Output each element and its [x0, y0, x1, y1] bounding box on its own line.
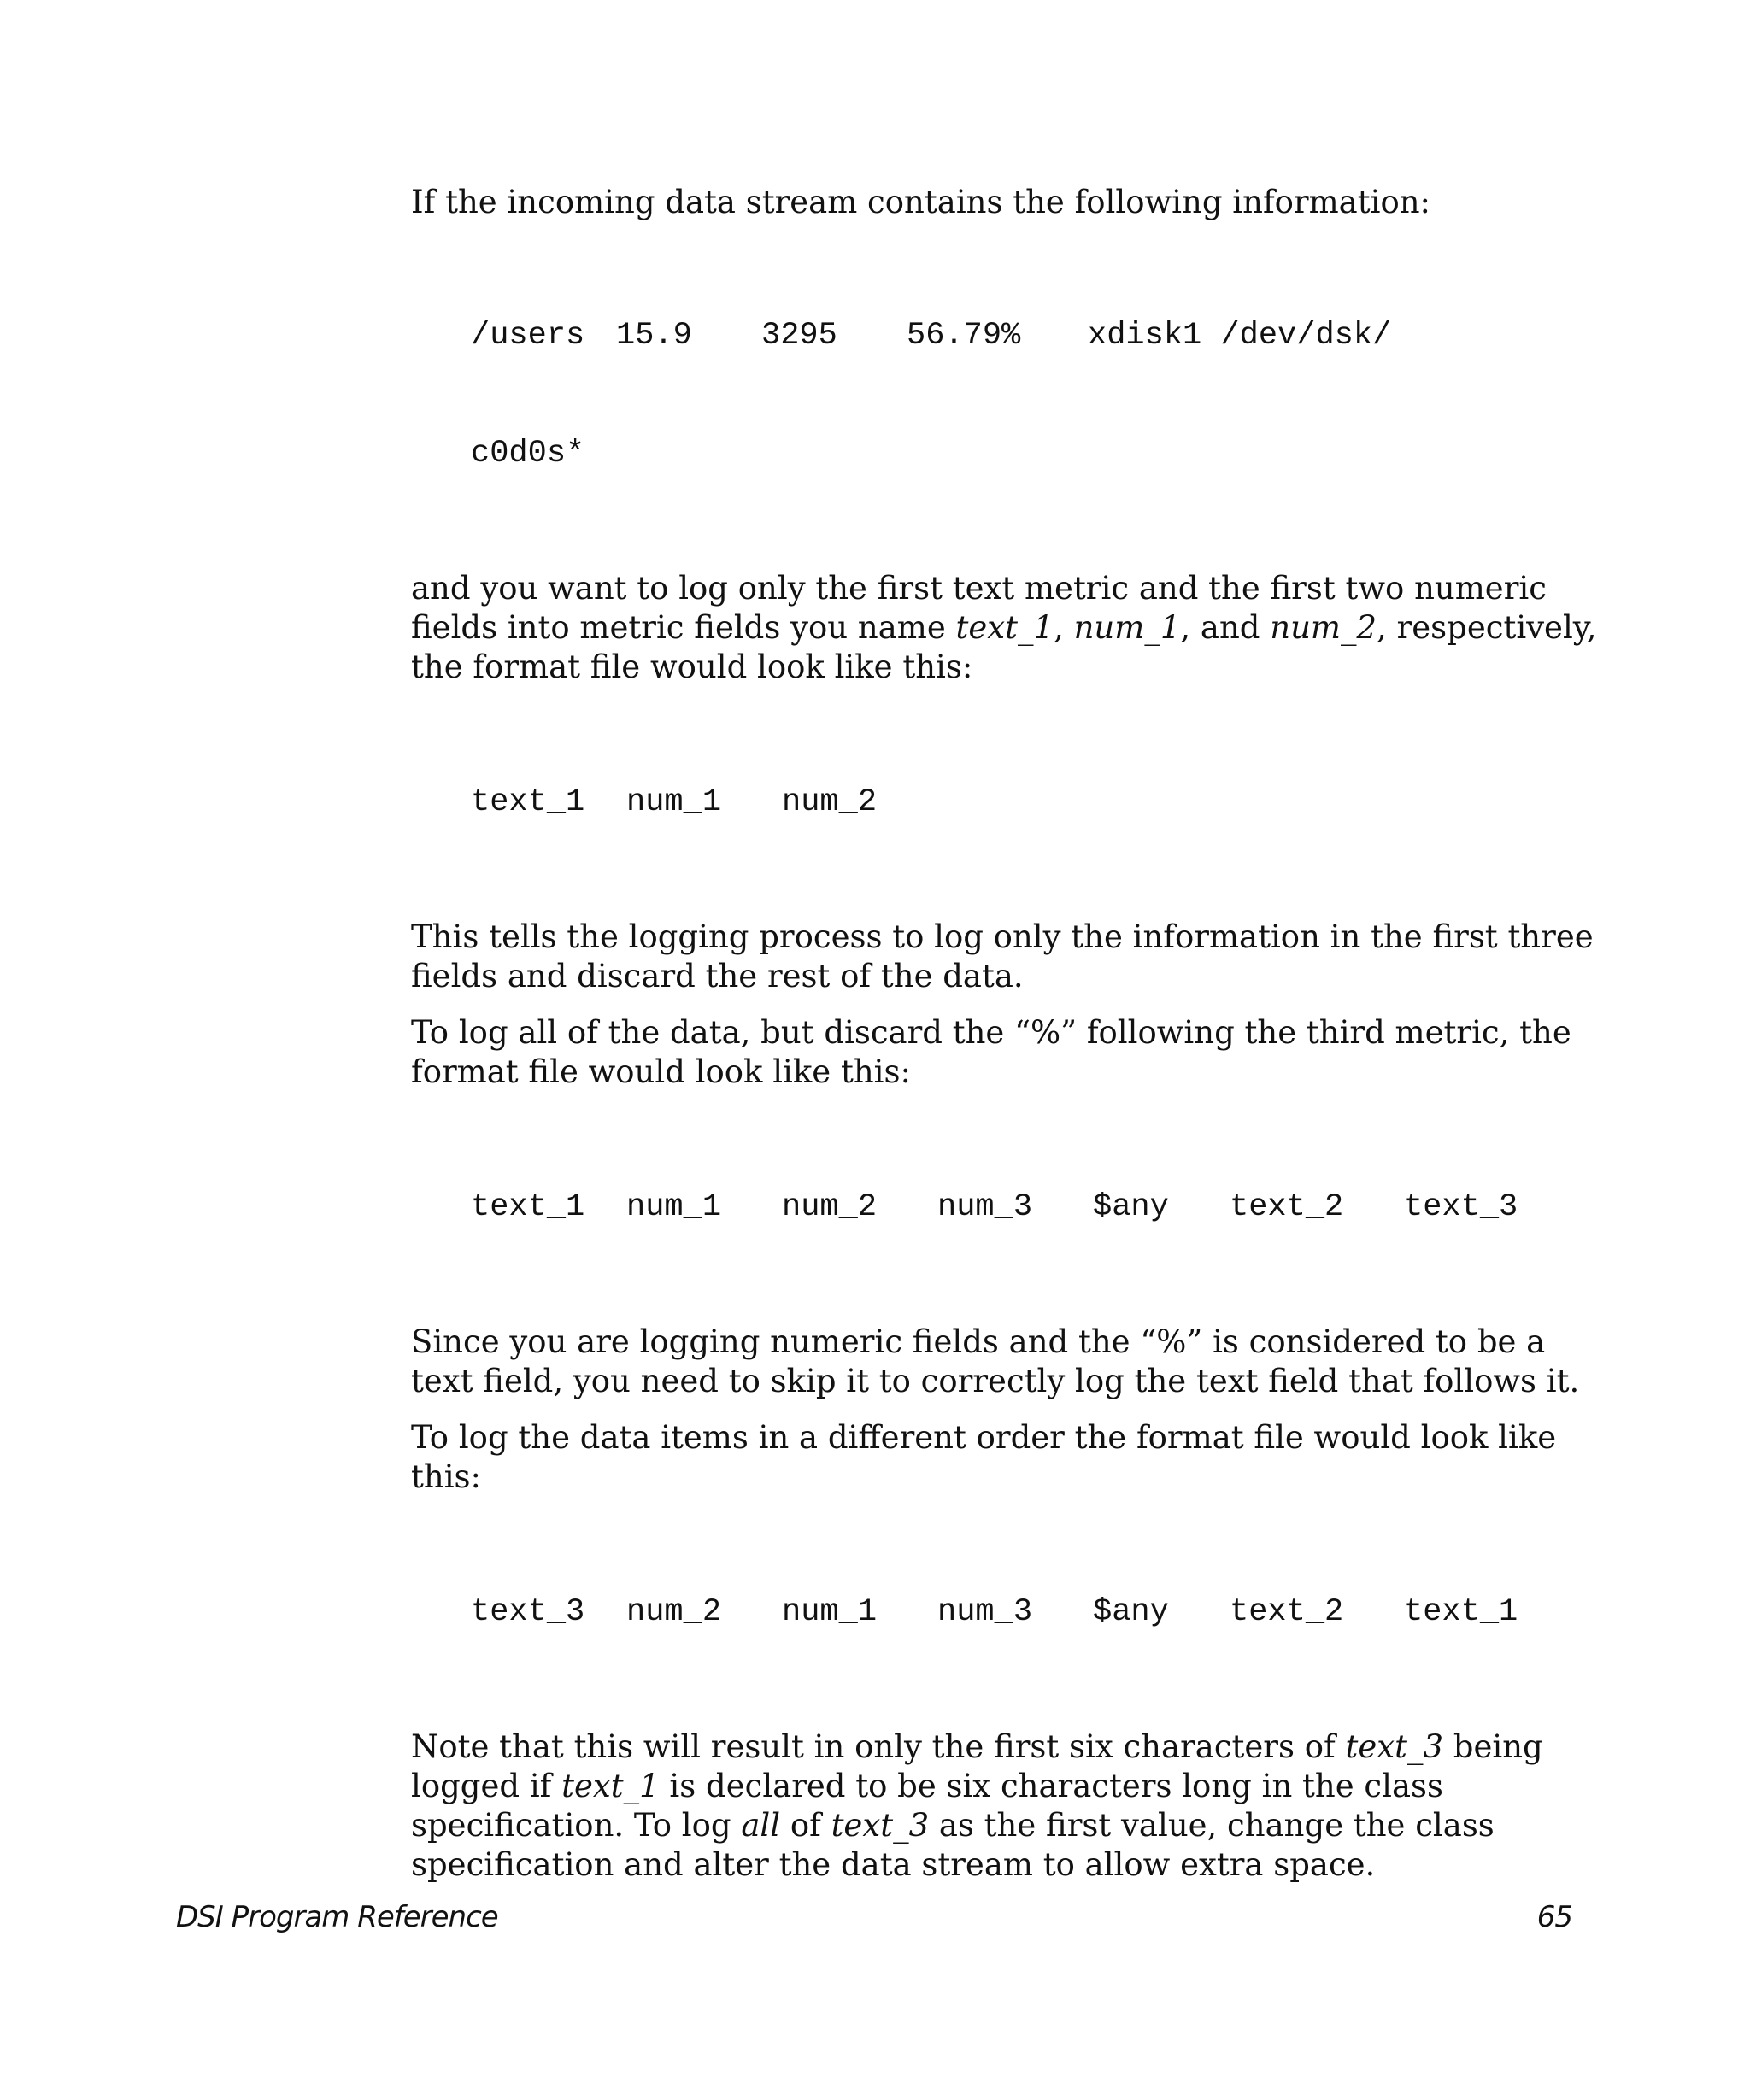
code-example-data-stream: [471, 238, 1607, 552]
paragraph-log-all: To log all of the data, but discard the “%” following the third metric, the format file would look like this:: [411, 1014, 1571, 1090]
footer-page-number: 65: [1536, 1900, 1572, 1934]
code-token: 3295: [761, 318, 837, 354]
code-token: num_1: [626, 1189, 722, 1225]
code-token: 15.9: [616, 318, 692, 354]
italic-term: num_1: [1073, 609, 1181, 646]
code-token: xdisk1 /dev/dsk/: [1088, 318, 1392, 354]
text-run: and you want to log only the first text metric and the first two numeric fields into metric fields you name: [411, 570, 1547, 646]
code-token: /users: [471, 318, 585, 354]
code-token: 56.79%: [907, 318, 1021, 354]
code-token: text_1: [471, 784, 585, 820]
italic-term: text_3: [1345, 1728, 1444, 1765]
text-run: of: [780, 1807, 831, 1844]
code-line: [471, 1188, 1607, 1227]
paragraph-log-first-fields: [411, 569, 1607, 687]
code-line: [471, 783, 1607, 822]
paragraph-skip-text-field: Since you are logging numeric fields and the “%” is considered to be a text field, you need to skip it to correctly log the text field that follows it.: [411, 1323, 1580, 1399]
code-token: num_2: [782, 784, 878, 820]
italic-term: text_1: [955, 609, 1054, 646]
code-line: [471, 1593, 1607, 1632]
code-token: $any: [1093, 1189, 1169, 1225]
code-token: num_3: [937, 1189, 1033, 1225]
footer-document-title: DSI Program Reference: [176, 1900, 498, 1934]
paragraph-note: [411, 1728, 1607, 1885]
text-run: , respectively, the format file would look like this:: [411, 609, 1597, 685]
code-token: text_2: [1230, 1594, 1344, 1630]
code-token: num_1: [782, 1594, 878, 1630]
code-token: text_3: [1404, 1189, 1518, 1225]
paragraph-different-order: To log the data items in a different order the format file would look like this:: [411, 1419, 1557, 1495]
code-token: num_3: [937, 1594, 1033, 1630]
code-token: $any: [1093, 1594, 1169, 1630]
code-line: [471, 316, 1607, 355]
text-run: is declared to be six characters long in the class specification. To log: [411, 1768, 1443, 1844]
text-run: , and: [1180, 609, 1271, 646]
italic-term: text_3: [831, 1807, 930, 1844]
code-token: num_2: [782, 1189, 878, 1225]
page-body: [411, 183, 1607, 1885]
code-token: num_2: [626, 1594, 722, 1630]
code-token: text_1: [471, 1189, 585, 1225]
code-example-format-reordered: [471, 1514, 1607, 1710]
code-token: text_1: [1404, 1594, 1518, 1630]
code-line: c0d0s*: [471, 436, 585, 472]
code-example-format-all: [471, 1109, 1607, 1305]
italic-term: all: [741, 1807, 781, 1844]
italic-term: text_1: [561, 1768, 660, 1804]
code-token: num_1: [626, 784, 722, 820]
code-token: text_3: [471, 1594, 585, 1630]
paragraph-discard-rest: This tells the logging process to log only the information in the first three fields and discard the rest of the data.: [411, 918, 1594, 994]
text-run: as the first value, change the class specification and alter the data stream to allow extra space.: [411, 1807, 1495, 1883]
code-token: text_2: [1230, 1189, 1344, 1225]
paragraph-intro: If the incoming data stream contains the following information:: [411, 184, 1431, 220]
code-example-format-three: [471, 704, 1607, 900]
text-run: Note that this will result in only the first six characters of: [411, 1728, 1346, 1765]
italic-term: num_2: [1270, 609, 1377, 646]
text-run: ,: [1054, 609, 1074, 646]
text-run: being logged if: [411, 1728, 1543, 1804]
